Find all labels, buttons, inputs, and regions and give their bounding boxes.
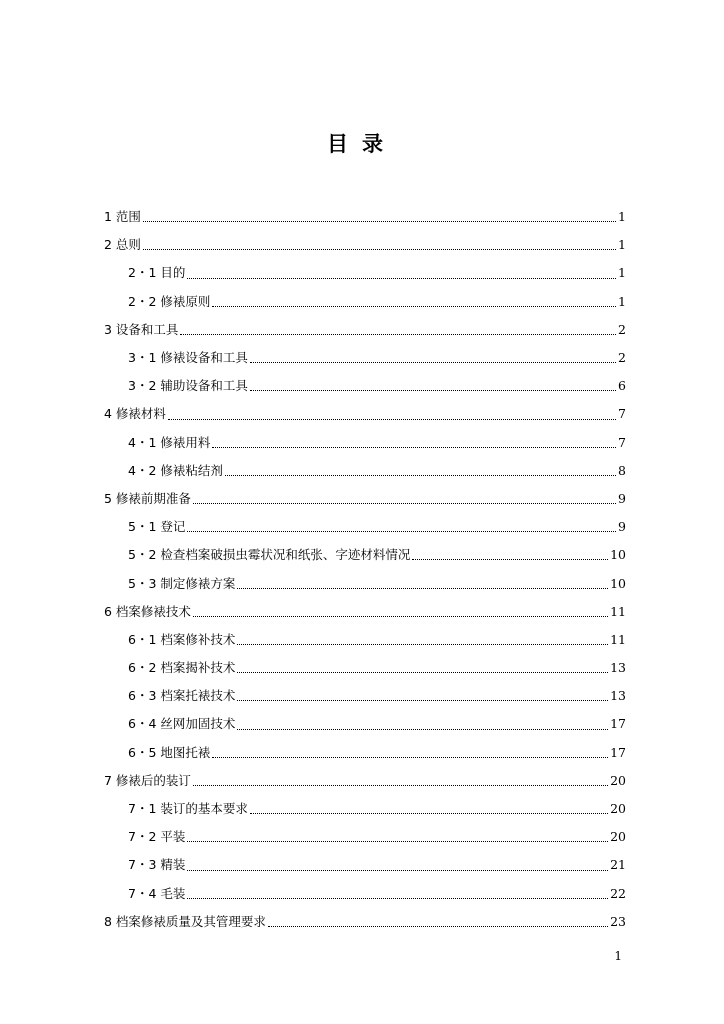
toc-dot-leader bbox=[143, 248, 616, 250]
toc-entry[interactable] bbox=[104, 710, 626, 738]
toc-entry-title: 2 总则 bbox=[104, 237, 141, 253]
toc-entry[interactable] bbox=[104, 908, 626, 936]
toc-dot-leader bbox=[143, 220, 616, 222]
toc-entry-title: 7・4 毛装 bbox=[128, 885, 186, 901]
toc-entry-page: 20 bbox=[610, 772, 626, 788]
toc-entry-page: 1 bbox=[618, 293, 626, 309]
toc-entry-title: 7・3 精装 bbox=[128, 857, 186, 873]
page-title: 目录 bbox=[327, 132, 397, 156]
toc-entry-page: 20 bbox=[610, 801, 626, 817]
toc-dot-leader bbox=[250, 361, 616, 363]
toc-entry[interactable] bbox=[104, 485, 626, 513]
toc-entry-page: 20 bbox=[610, 829, 626, 845]
toc-entry-title: 5 修裱前期准备 bbox=[104, 490, 191, 506]
toc-entry-title: 2・2 修裱原则 bbox=[128, 293, 211, 309]
toc-dot-leader bbox=[212, 446, 616, 448]
toc-dot-leader bbox=[187, 530, 616, 532]
toc-entry-page: 17 bbox=[610, 744, 626, 760]
toc-entry-title: 6・4 丝网加固技术 bbox=[128, 716, 236, 732]
toc-entry-title: 6・5 地图托裱 bbox=[128, 744, 211, 760]
toc-entry[interactable] bbox=[104, 429, 626, 457]
toc-entry-title: 7・2 平装 bbox=[128, 829, 186, 845]
toc-dot-leader bbox=[225, 474, 616, 476]
toc-entry[interactable] bbox=[104, 795, 626, 823]
toc-dot-leader bbox=[187, 277, 616, 279]
toc-entry[interactable] bbox=[104, 823, 626, 851]
toc-entry-title: 4 修裱材料 bbox=[104, 406, 166, 422]
toc-entry-title: 1 范围 bbox=[104, 209, 141, 225]
toc-dot-leader bbox=[237, 587, 608, 589]
toc-entry-page: 6 bbox=[618, 378, 626, 394]
toc-entry-page: 22 bbox=[610, 885, 626, 901]
toc-dot-leader bbox=[212, 756, 608, 758]
toc-dot-leader bbox=[237, 728, 608, 730]
toc-entry-title: 6 档案修裱技术 bbox=[104, 603, 191, 619]
toc-entry[interactable] bbox=[104, 400, 626, 428]
toc-entry-title: 5・2 检查档案破损虫霉状况和纸张、字迹材料情况 bbox=[128, 547, 411, 563]
toc-dot-leader bbox=[250, 812, 608, 814]
toc-entry-title: 5・1 登记 bbox=[128, 519, 186, 535]
toc-entry-page: 9 bbox=[618, 490, 626, 506]
toc-entry-page: 23 bbox=[610, 913, 626, 929]
toc-entry-title: 6・2 档案揭补技术 bbox=[128, 660, 236, 676]
toc-entry-page: 8 bbox=[618, 462, 626, 478]
toc-dot-leader bbox=[268, 925, 608, 927]
toc-entry[interactable] bbox=[104, 598, 626, 626]
toc-entry-title: 3・1 修裱设备和工具 bbox=[128, 350, 248, 366]
toc-entry-page: 17 bbox=[610, 716, 626, 732]
toc-entry[interactable] bbox=[104, 654, 626, 682]
toc-entry-title: 7・1 装订的基本要求 bbox=[128, 801, 248, 817]
toc-entry-page: 2 bbox=[618, 350, 626, 366]
toc-entry-title: 7 修裱后的装订 bbox=[104, 772, 191, 788]
toc-entry[interactable] bbox=[104, 851, 626, 879]
toc-entry[interactable] bbox=[104, 626, 626, 654]
toc-entry[interactable] bbox=[104, 316, 626, 344]
toc-entry-page: 1 bbox=[618, 265, 626, 281]
toc-entry-page: 21 bbox=[610, 857, 626, 873]
toc-entry-page: 7 bbox=[618, 406, 626, 422]
toc-dot-leader bbox=[250, 389, 616, 391]
toc-entry[interactable] bbox=[104, 739, 626, 767]
toc-entry[interactable] bbox=[104, 372, 626, 400]
toc-dot-leader bbox=[212, 305, 616, 307]
toc-entry-title: 4・2 修裱粘结剂 bbox=[128, 462, 223, 478]
toc-dot-leader bbox=[168, 418, 616, 420]
toc-entry-page: 7 bbox=[618, 434, 626, 450]
toc-entry-page: 2 bbox=[618, 321, 626, 337]
toc-entry[interactable] bbox=[104, 344, 626, 372]
toc-entry-title: 6・1 档案修补技术 bbox=[128, 631, 236, 647]
toc-entry[interactable] bbox=[104, 457, 626, 485]
toc-entry-page: 11 bbox=[610, 631, 626, 647]
toc-entry[interactable] bbox=[104, 569, 626, 597]
toc-entry-title: 8 档案修裱质量及其管理要求 bbox=[104, 913, 266, 929]
toc-entry-page: 11 bbox=[610, 603, 626, 619]
toc-dot-leader bbox=[193, 615, 608, 617]
toc-dot-leader bbox=[187, 840, 608, 842]
toc-entry-page: 10 bbox=[610, 547, 626, 563]
toc-entry-title: 6・3 档案托裱技术 bbox=[128, 688, 236, 704]
page-number: 1 bbox=[614, 949, 622, 963]
toc-dot-leader bbox=[180, 333, 616, 335]
toc-entry-page: 13 bbox=[610, 660, 626, 676]
toc-entry[interactable] bbox=[104, 288, 626, 316]
toc-dot-leader bbox=[237, 699, 608, 701]
toc-entry[interactable] bbox=[104, 259, 626, 287]
toc-entry[interactable] bbox=[104, 880, 626, 908]
toc-dot-leader bbox=[237, 671, 608, 673]
toc-entry[interactable] bbox=[104, 541, 626, 569]
toc-dot-leader bbox=[193, 502, 616, 504]
toc-entry-title: 3・2 辅助设备和工具 bbox=[128, 378, 248, 394]
toc-entry-page: 13 bbox=[610, 688, 626, 704]
toc-entry-title: 5・3 制定修裱方案 bbox=[128, 575, 236, 591]
toc-entry-page: 10 bbox=[610, 575, 626, 591]
toc-entry-page: 1 bbox=[618, 209, 626, 225]
toc-entry-title: 4・1 修裱用料 bbox=[128, 434, 211, 450]
toc-entry[interactable] bbox=[104, 231, 626, 259]
table-of-contents bbox=[104, 203, 626, 936]
toc-entry-title: 3 设备和工具 bbox=[104, 321, 179, 337]
toc-dot-leader bbox=[193, 784, 608, 786]
toc-entry[interactable] bbox=[104, 513, 626, 541]
toc-entry[interactable] bbox=[104, 767, 626, 795]
toc-entry-page: 1 bbox=[618, 237, 626, 253]
toc-entry[interactable] bbox=[104, 203, 626, 231]
toc-dot-leader bbox=[237, 643, 608, 645]
toc-dot-leader bbox=[412, 558, 608, 560]
toc-entry[interactable] bbox=[104, 682, 626, 710]
toc-entry-title: 2・1 目的 bbox=[128, 265, 186, 281]
toc-entry-page: 9 bbox=[618, 519, 626, 535]
toc-dot-leader bbox=[187, 869, 608, 871]
toc-dot-leader bbox=[187, 897, 608, 899]
